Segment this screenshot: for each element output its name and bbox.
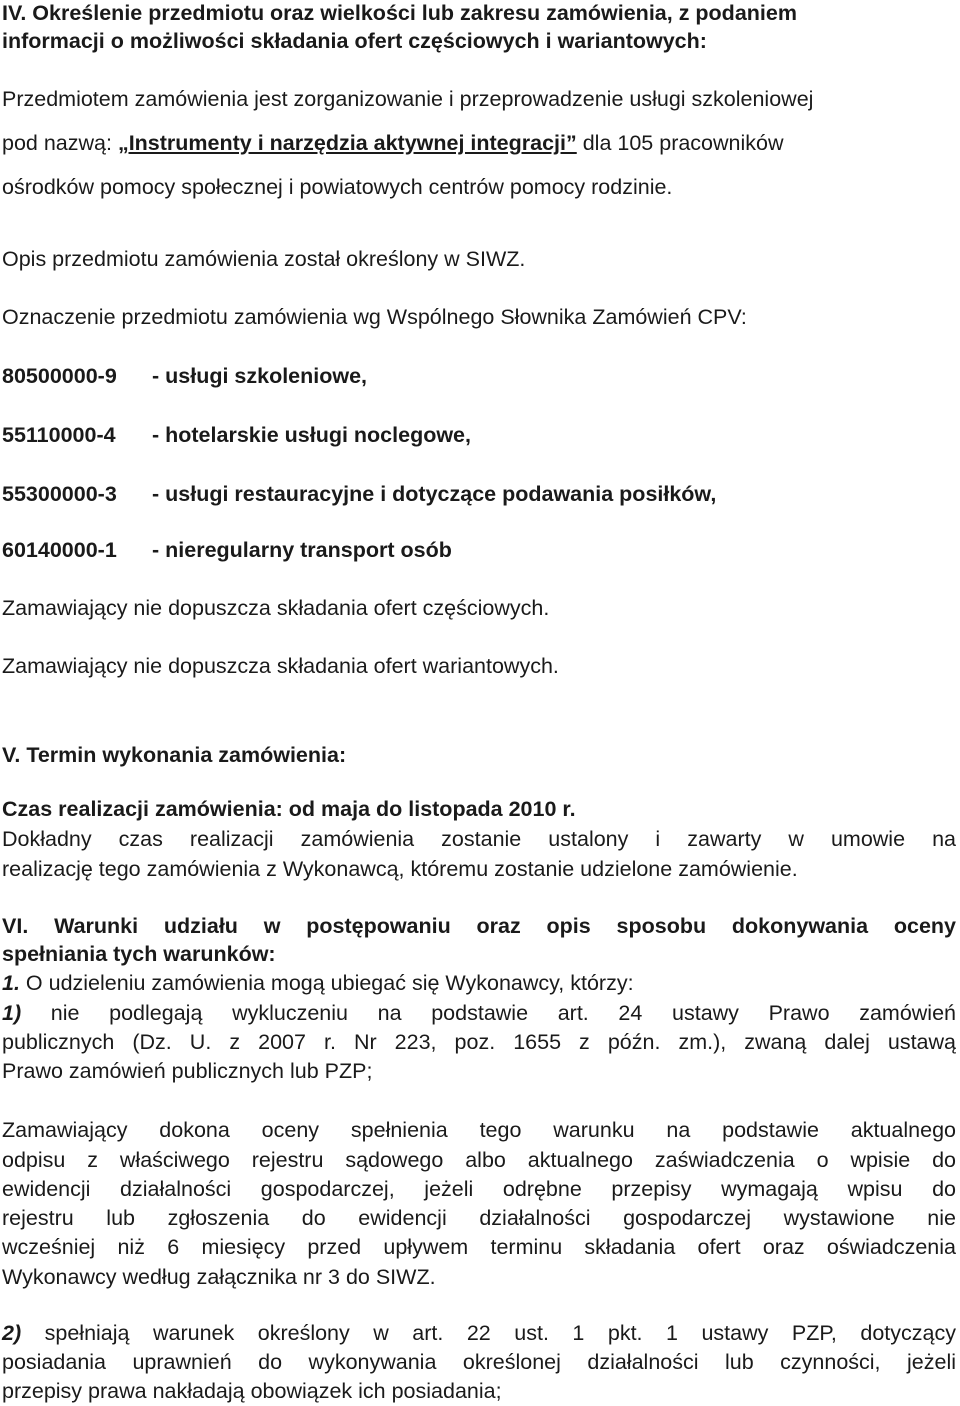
cpv-item bbox=[2, 363, 956, 389]
description-note: Opis przedmiotu zamówienia został określony w SIWZ. bbox=[2, 247, 526, 271]
cpv-code: 55300000-3 bbox=[2, 482, 117, 506]
assessment-line: odpisu z właściwego rejestru sądowego albo aktualnego zaświadczenia o wpisie do bbox=[2, 1148, 956, 1172]
assessment-line: ewidencji działalności gospodarczej, jeżeli odrębne przepisy wymagają wpisu do bbox=[2, 1177, 956, 1201]
sub-point-1-number: 1) bbox=[2, 1001, 22, 1025]
cpv-code: 60140000-1 bbox=[2, 538, 117, 562]
partial-offers-note: Zamawiający nie dopuszcza składania ofert częściowych. bbox=[2, 596, 550, 620]
sub-point-2-line1 bbox=[2, 1320, 956, 1346]
subject-line3: ośrodków pomocy społecznej i powiatowych centrów pomocy rodzinie. bbox=[2, 175, 673, 199]
cpv-desc: - nieregularny transport osób bbox=[152, 538, 452, 562]
sub-point-1-line1 bbox=[2, 1000, 956, 1026]
subject-prefix: pod nazwą: bbox=[2, 131, 118, 155]
section-v-heading: V. Termin wykonania zamówienia: bbox=[2, 743, 347, 767]
execution-detail-line2: realizację tego zamówienia z Wykonawcą, któremu zostanie udzielone zamówienie. bbox=[2, 857, 798, 881]
sub-point-2-line2: posiadania uprawnień do wykonywania określonej działalności lub czynności, jeżeli bbox=[2, 1350, 956, 1374]
subject-line2 bbox=[2, 130, 956, 156]
variant-offers-note: Zamawiający nie dopuszcza składania ofert wariantowych. bbox=[2, 654, 559, 678]
cpv-desc: - hotelarskie usługi noclegowe, bbox=[152, 423, 471, 447]
section-iv-heading-line1: IV. Określenie przedmiotu oraz wielkości lub zakresu zamówienia, z podaniem bbox=[2, 1, 797, 25]
cpv-item bbox=[2, 481, 956, 507]
point-1 bbox=[2, 970, 956, 996]
assessment-line-last: Wykonawcy według załącznika nr 3 do SIWZ. bbox=[2, 1265, 436, 1289]
assessment-line: Zamawiający dokona oceny spełnienia tego warunku na podstawie aktualnego bbox=[2, 1118, 956, 1142]
point-1-number: 1. bbox=[2, 971, 20, 995]
execution-period: Czas realizacji zamówienia: od maja do listopada 2010 r. bbox=[2, 797, 576, 821]
sub-point-1-line3: Prawo zamówień publicznych lub PZP; bbox=[2, 1059, 373, 1083]
section-vi-heading-line2: spełniania tych warunków: bbox=[2, 942, 276, 966]
cpv-item bbox=[2, 537, 956, 563]
sub-point-2-line3: przepisy prawa nakładają obowiązek ich posiadania; bbox=[2, 1379, 502, 1403]
cpv-desc: - usługi szkoleniowe, bbox=[152, 364, 368, 388]
cpv-intro: Oznaczenie przedmiotu zamówienia wg Wspólnego Słownika Zamówień CPV: bbox=[2, 305, 747, 329]
point-1-text: O udzieleniu zamówienia mogą ubiegać się Wykonawcy, którzy: bbox=[19, 971, 634, 995]
section-iv-heading-line2: informacji o możliwości składania ofert częściowych i wariantowych: bbox=[2, 29, 707, 53]
training-title: „Instrumenty i narzędzia aktywnej integracji” bbox=[117, 131, 577, 155]
assessment-line: rejestru lub zgłoszenia do ewidencji działalności gospodarczej wystawione nie bbox=[2, 1206, 956, 1230]
sub-point-2-number: 2) bbox=[2, 1321, 22, 1345]
sub-point-2-text: spełniają warunek określony w art. 22 ust. 1 pkt. 1 ustawy PZP, dotyczący bbox=[21, 1321, 956, 1345]
section-vi-heading-line1: VI. Warunki udziału w postępowaniu oraz opis sposobu dokonywania oceny bbox=[2, 914, 956, 938]
cpv-code: 55110000-4 bbox=[2, 423, 116, 447]
subject-suffix: dla 105 pracowników bbox=[576, 131, 784, 155]
sub-point-1-text: nie podlegają wykluczeniu na podstawie art. 24 ustawy Prawo zamówień bbox=[21, 1001, 956, 1025]
cpv-item bbox=[2, 422, 956, 448]
sub-point-1-line2: publicznych (Dz. U. z 2007 r. Nr 223, poz. 1655 z późn. zm.), zwaną dalej ustawą bbox=[2, 1030, 956, 1054]
cpv-desc: - usługi restauracyjne i dotyczące podawania posiłków, bbox=[152, 482, 717, 506]
subject-line1: Przedmiotem zamówienia jest zorganizowanie i przeprowadzenie usługi szkoleniowej bbox=[2, 87, 814, 111]
cpv-code: 80500000-9 bbox=[2, 364, 117, 388]
assessment-line: wcześniej niż 6 miesięcy przed upływem terminu składania ofert oraz oświadczenia bbox=[2, 1235, 956, 1259]
execution-detail-line1: Dokładny czas realizacji zamówienia zostanie ustalony i zawarty w umowie na bbox=[2, 827, 956, 851]
